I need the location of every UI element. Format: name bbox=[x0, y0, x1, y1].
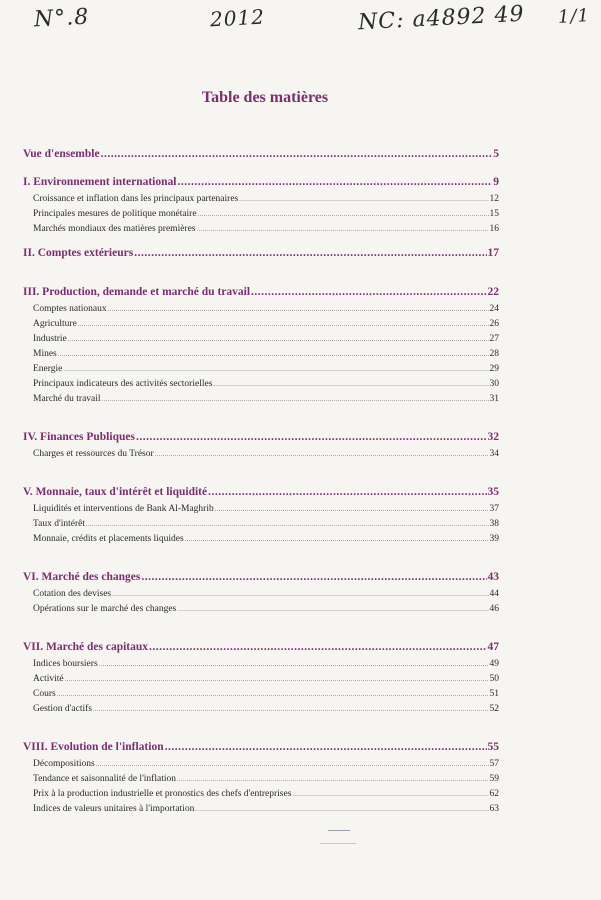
toc-heading-page: 47 bbox=[487, 641, 499, 653]
toc-heading[interactable] bbox=[23, 247, 499, 265]
toc-leader bbox=[239, 194, 488, 204]
toc-heading-page: 9 bbox=[493, 176, 499, 188]
toc-item-label: Charges et ressources du Trésor bbox=[33, 449, 154, 459]
toc-item-page: 63 bbox=[489, 804, 499, 814]
toc-heading-page: 17 bbox=[487, 247, 499, 259]
toc-leader bbox=[177, 176, 492, 188]
toc-heading-label: V. Monnaie, taux d'intérêt et liquidité bbox=[23, 486, 208, 498]
toc-item-page: 44 bbox=[489, 589, 499, 599]
toc-leader bbox=[215, 504, 489, 514]
toc-item-page: 52 bbox=[489, 704, 499, 714]
toc-leader bbox=[177, 604, 488, 614]
toc-item[interactable] bbox=[23, 689, 499, 704]
toc-item-page: 28 bbox=[489, 349, 499, 359]
toc-leader bbox=[96, 759, 489, 769]
toc-item-page: 50 bbox=[489, 674, 499, 684]
toc-leader bbox=[101, 148, 493, 160]
toc-leader bbox=[63, 364, 488, 374]
toc-item[interactable] bbox=[23, 364, 499, 379]
toc-leader bbox=[213, 379, 488, 389]
toc-heading[interactable] bbox=[23, 741, 499, 759]
page-title: Table des matières bbox=[201, 89, 329, 106]
toc-leader bbox=[134, 247, 486, 259]
toc-leader bbox=[93, 704, 489, 714]
toc-item[interactable] bbox=[23, 194, 499, 209]
toc-heading-label: Vue d'ensemble bbox=[23, 148, 100, 160]
toc-item-page: 49 bbox=[489, 659, 499, 669]
toc-heading-label: III. Production, demande et marché du travail bbox=[23, 286, 251, 298]
toc-item-page: 57 bbox=[489, 759, 499, 769]
toc-heading-label: VII. Marché des capitaux bbox=[23, 641, 149, 653]
toc-heading[interactable] bbox=[23, 486, 499, 504]
toc-section-2 bbox=[23, 247, 499, 265]
handwritten-mark: 1/1 bbox=[557, 5, 591, 28]
toc-item-label: Décompositions bbox=[33, 759, 95, 769]
toc-leader bbox=[86, 519, 489, 529]
toc-leader bbox=[155, 449, 489, 459]
toc-section-6 bbox=[23, 571, 499, 619]
toc-item-label: Indices de valeurs unitaires à l'importation bbox=[33, 804, 195, 814]
toc-leader bbox=[141, 571, 486, 583]
toc-item[interactable] bbox=[23, 659, 499, 674]
toc-item[interactable] bbox=[23, 674, 499, 689]
toc-item[interactable] bbox=[23, 379, 499, 394]
toc-item-page: 38 bbox=[489, 519, 499, 529]
handwritten-year: 2012 bbox=[209, 4, 266, 32]
toc-heading-page: 43 bbox=[487, 571, 499, 583]
toc-item-page: 30 bbox=[489, 379, 499, 389]
toc-item[interactable] bbox=[23, 349, 499, 364]
toc-leader bbox=[102, 394, 489, 404]
toc-heading[interactable] bbox=[23, 431, 499, 449]
toc-leader bbox=[99, 659, 489, 669]
toc-item-page: 27 bbox=[489, 334, 499, 344]
toc-item[interactable] bbox=[23, 804, 499, 819]
toc-item-label: Industrie bbox=[33, 334, 67, 344]
toc-item-label: Croissance et inflation dans les principaux partenaires bbox=[33, 194, 239, 204]
toc-heading-page: 35 bbox=[487, 486, 499, 498]
toc-item[interactable] bbox=[23, 224, 499, 239]
toc-item-label: Gestion d'actifs bbox=[33, 704, 92, 714]
toc-section-4 bbox=[23, 431, 499, 464]
toc-leader bbox=[292, 789, 488, 799]
toc-heading-page: 32 bbox=[487, 431, 499, 443]
toc-leader bbox=[198, 209, 489, 219]
toc-leader bbox=[185, 534, 489, 544]
toc-heading-page: 22 bbox=[487, 286, 499, 298]
toc-item-page: 46 bbox=[489, 604, 499, 614]
toc-item-page: 62 bbox=[489, 789, 499, 799]
toc-section-overview bbox=[23, 148, 499, 166]
toc-leader bbox=[197, 224, 489, 234]
toc-item[interactable] bbox=[23, 449, 499, 464]
toc-item-label: Opérations sur le marché des changes bbox=[33, 604, 177, 614]
toc-heading-page: 55 bbox=[487, 741, 499, 753]
toc-heading-label: II. Comptes extérieurs bbox=[23, 247, 134, 259]
toc-item-page: 26 bbox=[489, 319, 499, 329]
toc-item[interactable] bbox=[23, 334, 499, 349]
toc-item-page: 39 bbox=[489, 534, 499, 544]
toc-item[interactable] bbox=[23, 604, 499, 619]
toc-heading[interactable] bbox=[23, 148, 499, 166]
toc-section-1 bbox=[23, 176, 499, 239]
toc-item-label: Indices boursiers bbox=[33, 659, 98, 669]
toc-heading[interactable] bbox=[23, 176, 499, 194]
toc-item[interactable] bbox=[23, 304, 499, 319]
toc-leader bbox=[165, 741, 487, 753]
toc-section-7 bbox=[23, 641, 499, 719]
toc-item-page: 24 bbox=[489, 304, 499, 314]
toc-item[interactable] bbox=[23, 209, 499, 224]
toc-item-page: 34 bbox=[489, 449, 499, 459]
toc-item-label: Mines bbox=[33, 349, 57, 359]
toc-item-label: Taux d'intérêt bbox=[33, 519, 85, 529]
toc-section-8 bbox=[23, 741, 499, 819]
toc-item[interactable] bbox=[23, 504, 499, 519]
toc-item-label: Cotation des devises bbox=[33, 589, 112, 599]
toc-item[interactable] bbox=[23, 319, 499, 334]
toc-item-page: 29 bbox=[489, 364, 499, 374]
toc-item[interactable] bbox=[23, 519, 499, 534]
toc-heading[interactable] bbox=[23, 641, 499, 659]
toc-item[interactable] bbox=[23, 704, 499, 719]
toc-leader bbox=[177, 774, 489, 784]
toc-item-page: 16 bbox=[489, 224, 499, 234]
toc-item-label: Agriculture bbox=[33, 319, 77, 329]
toc-leader bbox=[251, 286, 486, 298]
toc-heading-page: 5 bbox=[493, 148, 499, 160]
toc-heading-label: VIII. Evolution de l'inflation bbox=[23, 741, 164, 753]
toc-item-label: Liquidités et interventions de Bank Al-Maghrib bbox=[33, 504, 214, 514]
toc-heading-label: VI. Marché des changes bbox=[23, 571, 141, 583]
toc-item-label: Activité bbox=[33, 674, 64, 684]
toc-item-label: Comptes nationaux bbox=[33, 304, 107, 314]
toc-heading[interactable] bbox=[23, 286, 499, 304]
handwritten-number: N°.8 bbox=[33, 4, 90, 33]
toc-item[interactable] bbox=[23, 534, 499, 549]
scan-mark bbox=[328, 830, 350, 831]
toc-item-page: 15 bbox=[489, 209, 499, 219]
toc-leader bbox=[57, 689, 489, 699]
toc-item-label: Energie bbox=[33, 364, 63, 374]
toc-leader bbox=[78, 319, 489, 329]
toc-item-label: Prix à la production industrielle et pronostics des chefs d'entreprises bbox=[33, 789, 292, 799]
toc-item[interactable] bbox=[23, 774, 499, 789]
toc-item-page: 59 bbox=[489, 774, 499, 784]
handwritten-nc: NC: a4892 49 bbox=[357, 1, 526, 36]
toc-leader bbox=[195, 804, 488, 814]
toc-heading[interactable] bbox=[23, 571, 499, 589]
toc-item[interactable] bbox=[23, 759, 499, 774]
toc-section-3 bbox=[23, 286, 499, 409]
toc-leader bbox=[68, 334, 489, 344]
toc-leader bbox=[65, 674, 489, 684]
toc-item-label: Monnaie, crédits et placements liquides bbox=[33, 534, 184, 544]
toc-item-page: 12 bbox=[489, 194, 499, 204]
toc-heading-label: I. Environnement international bbox=[23, 176, 177, 188]
toc-item-label: Marché du travail bbox=[33, 394, 101, 404]
toc-leader bbox=[108, 304, 489, 314]
toc-item-label: Principaux indicateurs des activités sectorielles bbox=[33, 379, 213, 389]
toc-leader bbox=[149, 641, 486, 653]
toc-section-5 bbox=[23, 486, 499, 549]
toc-item[interactable] bbox=[23, 589, 499, 604]
scan-mark bbox=[320, 843, 356, 844]
toc-leader bbox=[208, 486, 486, 498]
toc-item-page: 31 bbox=[489, 394, 499, 404]
toc-item-label: Principales mesures de politique monétaire bbox=[33, 209, 197, 219]
toc-item[interactable] bbox=[23, 789, 499, 804]
toc-item-label: Tendance et saisonnalité de l'inflation bbox=[33, 774, 176, 784]
toc-item-label: Marchés mondiaux des matières premières bbox=[33, 224, 196, 234]
toc-item-label: Cours bbox=[33, 689, 56, 699]
toc-leader bbox=[58, 349, 489, 359]
toc-leader bbox=[112, 589, 488, 599]
toc-item-page: 37 bbox=[489, 504, 499, 514]
toc-heading-label: IV. Finances Publiques bbox=[23, 431, 135, 443]
toc-item[interactable] bbox=[23, 394, 499, 409]
toc-leader bbox=[136, 431, 487, 443]
toc-item-page: 51 bbox=[489, 689, 499, 699]
